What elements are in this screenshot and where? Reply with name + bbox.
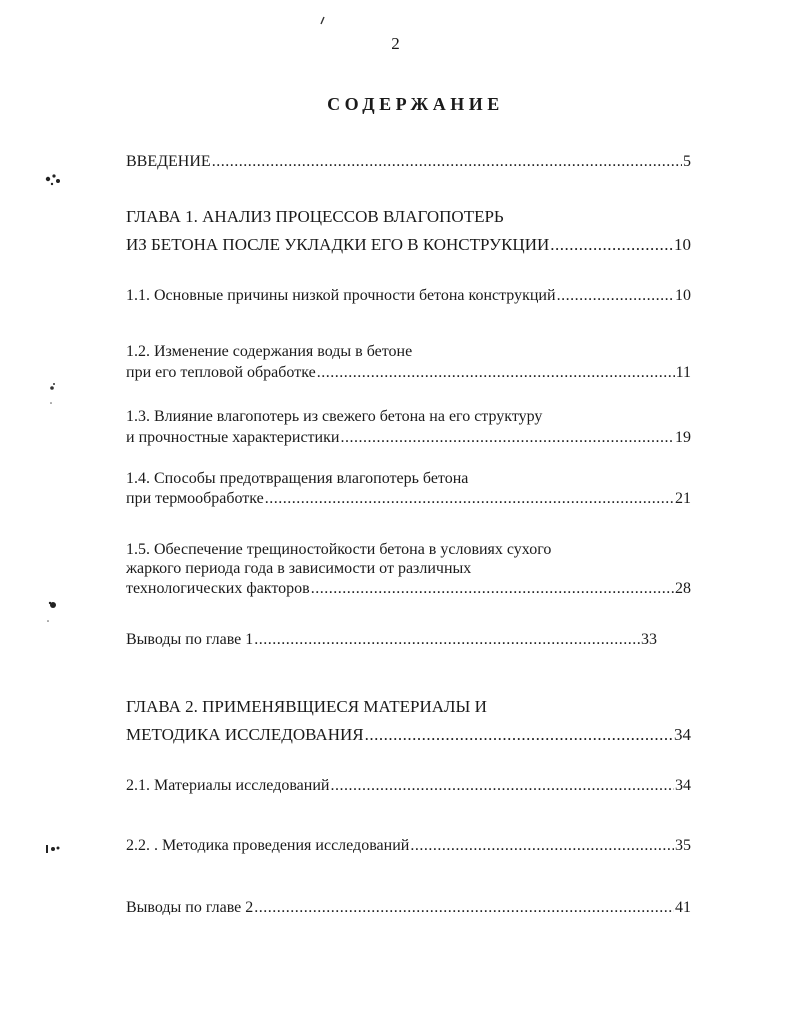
toc-entry-introduction — [126, 152, 691, 172]
toc-chapter-1 — [126, 235, 691, 255]
toc-section-1-5 — [126, 579, 691, 599]
dot-leader — [365, 725, 673, 745]
dot-leader — [550, 235, 673, 255]
toc-page-number: 5 — [683, 153, 691, 170]
toc-entry-text: 2.1. Материалы исследований — [126, 777, 330, 794]
toc-entry-text: ВВЕДЕНИЕ — [126, 153, 211, 170]
toc-section-1-3 — [126, 428, 691, 448]
toc-page-number: 10 — [675, 287, 691, 304]
dot-leader — [557, 286, 674, 306]
toc-entry-text: Выводы по главе 2 — [126, 899, 254, 916]
scan-speck-mark — [318, 14, 328, 26]
toc-conclusions-2 — [126, 898, 691, 918]
dot-leader — [254, 630, 640, 650]
toc-page-number: 35 — [675, 837, 691, 854]
toc-page-number: 28 — [675, 580, 691, 597]
toc-entry-text: 2.2. . Методика проведения исследований — [126, 837, 410, 854]
scan-speck-mark — [42, 595, 64, 625]
toc-page-number: 34 — [675, 777, 691, 794]
toc-section-1-4 — [126, 489, 691, 509]
toc-page-number: 10 — [674, 235, 691, 254]
toc-chapter-1-line-1: ГЛАВА 1. АНАЛИЗ ПРОЦЕССОВ ВЛАГОПОТЕРЬ — [126, 207, 504, 226]
toc-page-number: 19 — [675, 429, 691, 446]
dot-leader — [254, 898, 674, 918]
toc-section-1-2-line-1: 1.2. Изменение содержания воды в бетоне — [126, 343, 413, 360]
toc-section-1-5-line-1: 1.5. Обеспечение трещиностойкости бетона в условиях сухого — [126, 541, 552, 558]
toc-section-2-2 — [126, 836, 691, 856]
dot-leader — [317, 363, 675, 383]
dot-leader — [311, 579, 674, 599]
scan-speck-mark — [40, 840, 64, 860]
toc-page-number: 21 — [675, 490, 691, 507]
toc-page-number: 33 — [641, 631, 657, 648]
toc-entry-text: ИЗ БЕТОНА ПОСЛЕ УКЛАДКИ ЕГО В КОНСТРУКЦИИ — [126, 235, 550, 254]
toc-chapter-2-line-1: ГЛАВА 2. ПРИМЕНЯВЩИЕСЯ МАТЕРИАЛЫ И — [126, 697, 487, 716]
dot-leader — [410, 836, 674, 856]
toc-entry-text: Выводы по главе 1 — [126, 631, 254, 648]
scan-speck-mark — [44, 378, 64, 408]
toc-section-1-2 — [126, 363, 691, 383]
toc-entry-text: 1.1. Основные причины низкой прочности бетона конструкций — [126, 287, 556, 304]
toc-page-number: 34 — [674, 725, 691, 744]
toc-chapter-2 — [126, 725, 691, 745]
toc-entry-text: и прочностные характеристики — [126, 429, 340, 446]
dot-leader — [265, 489, 674, 509]
toc-section-1-4-line-1: 1.4. Способы предотвращения влагопотерь бетона — [126, 470, 469, 487]
toc-section-1-3-line-1: 1.3. Влияние влагопотерь из свежего бетона на его структуру — [126, 408, 543, 425]
dot-leader — [330, 776, 674, 796]
toc-section-1-1 — [126, 286, 691, 306]
dot-leader — [212, 152, 682, 172]
toc-conclusions-1 — [126, 630, 657, 650]
toc-entry-text: МЕТОДИКА ИССЛЕДОВАНИЯ — [126, 725, 364, 744]
toc-entry-text: при его тепловой обработке — [126, 364, 316, 381]
toc-page-number: 41 — [675, 899, 691, 916]
toc-page-number: 11 — [675, 364, 691, 381]
page-title: СОДЕРЖАНИЕ — [327, 94, 504, 114]
scan-speck-mark — [40, 165, 70, 195]
dot-leader — [340, 428, 674, 448]
toc-section-2-1 — [126, 776, 691, 796]
toc-entry-text: при термообработке — [126, 490, 264, 507]
toc-entry-text: технологических факторов — [126, 580, 310, 597]
page-number: 2 — [391, 34, 400, 53]
toc-section-1-5-line-2: жаркого периода года в зависимости от различных — [126, 560, 472, 577]
